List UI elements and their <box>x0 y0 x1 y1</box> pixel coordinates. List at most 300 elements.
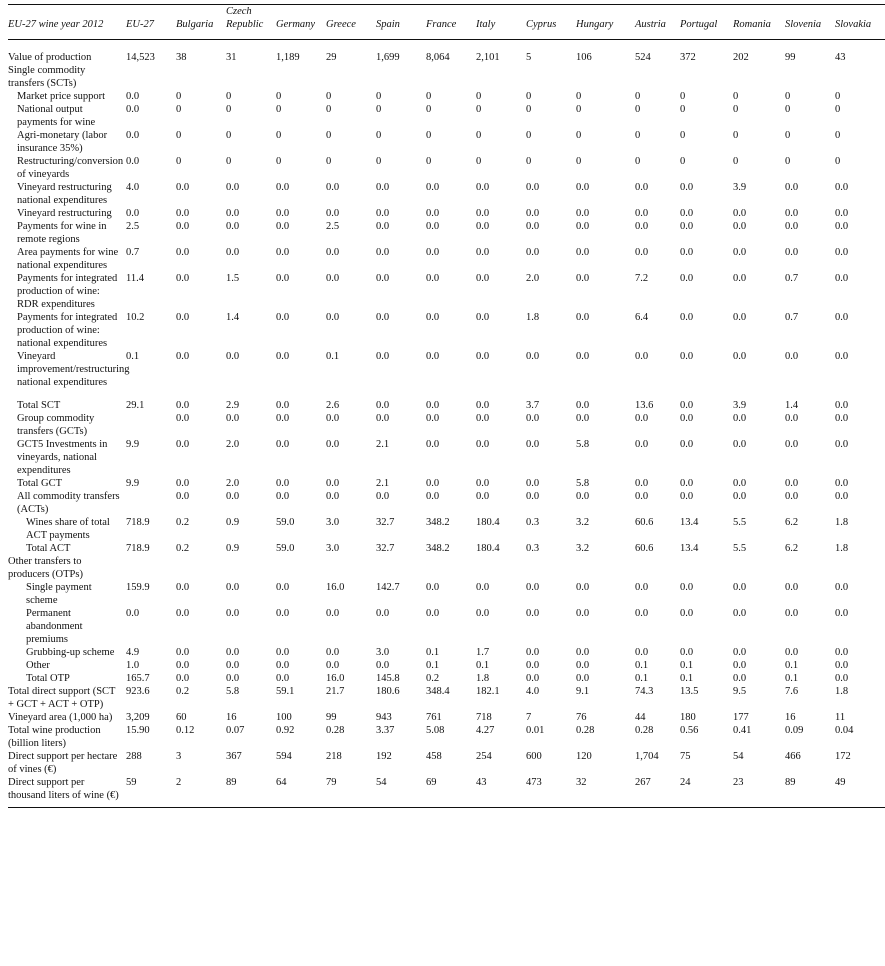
cell-france: 0.0 <box>426 312 440 323</box>
cell-portugal: 0.0 <box>680 351 694 362</box>
cell-eu-27 <box>126 490 176 516</box>
cell-cyprus <box>526 64 576 90</box>
cell-czech-republic: 0.9 <box>226 543 240 554</box>
row-label: Payments for integrated production of wine: RDR expenditures <box>17 273 118 310</box>
table-row <box>8 64 885 90</box>
cell-cyprus: 0.0 <box>526 660 540 671</box>
cell-greece: 0.0 <box>326 273 340 284</box>
cell-austria: 0.0 <box>635 439 649 450</box>
cell-czech-republic: 2.9 <box>226 400 240 411</box>
cell-portugal: 75 <box>680 751 691 762</box>
cell-portugal: 0.0 <box>680 439 694 450</box>
cell-greece: 2.5 <box>326 221 340 232</box>
cell-germany: 0.0 <box>276 647 290 658</box>
cell-spain: 0.0 <box>376 221 390 232</box>
cell-romania: 202 <box>733 52 749 63</box>
table-row <box>8 607 885 646</box>
cell-germany: 59.0 <box>276 517 295 528</box>
cell-bulgaria: 0.0 <box>176 208 190 219</box>
cell-slovakia: 0.0 <box>835 312 849 323</box>
header-slovenia: Slovenia <box>785 5 835 40</box>
cell-austria: 0.1 <box>635 673 649 684</box>
cell-hungary: 32 <box>576 776 635 808</box>
cell-slovakia: 0.0 <box>835 413 849 424</box>
cell-hungary: 0.0 <box>576 273 590 284</box>
table-row <box>8 516 885 542</box>
cell-bulgaria: 0.0 <box>176 247 190 258</box>
cell-slovakia: 0.0 <box>835 221 849 232</box>
cell-cyprus: 0 <box>526 130 532 141</box>
cell-hungary: 0.0 <box>576 182 590 193</box>
cell-portugal: 0.1 <box>680 660 694 671</box>
cell-romania: 0.0 <box>733 439 747 450</box>
cell-eu-27: 59 <box>126 776 176 808</box>
cell-france: 348.2 <box>426 517 450 528</box>
cell-hungary: 0.0 <box>576 247 590 258</box>
cell-france: 0.0 <box>426 439 440 450</box>
row-label: Vineyard restructuring national expenditures <box>17 182 112 206</box>
cell-spain: 1,699 <box>376 52 400 63</box>
cell-italy: 2,101 <box>476 52 500 63</box>
cell-slovenia: 1.4 <box>785 400 799 411</box>
cell-austria: 7.2 <box>635 273 649 284</box>
cell-romania: 0.0 <box>733 673 747 684</box>
cell-slovakia: 172 <box>835 751 851 762</box>
cell-austria: 0 <box>635 130 641 141</box>
cell-spain: 32.7 <box>376 517 395 528</box>
cell-austria: 524 <box>635 52 651 63</box>
cell-cyprus: 0.0 <box>526 491 540 502</box>
cell-spain: 0.0 <box>376 400 390 411</box>
table-row <box>8 724 885 750</box>
cell-germany <box>276 64 326 90</box>
cell-spain: 0.0 <box>376 351 390 362</box>
cell-slovakia: 0.0 <box>835 491 849 502</box>
cell-germany: 0.0 <box>276 660 290 671</box>
cell-portugal: 13.4 <box>680 517 699 528</box>
table-row <box>8 207 885 220</box>
cell-czech-republic <box>226 64 276 90</box>
cell-portugal <box>680 64 733 90</box>
cell-austria: 60.6 <box>635 517 654 528</box>
cell-hungary: 0.0 <box>576 660 590 671</box>
cell-germany: 0.0 <box>276 273 290 284</box>
cell-slovakia: 0 <box>835 91 841 102</box>
cell-france: 0.1 <box>426 647 440 658</box>
cell-spain: 0.0 <box>376 208 390 219</box>
cell-spain: 145.8 <box>376 673 400 684</box>
cell-spain: 0 <box>376 91 382 102</box>
cell-germany: 0.0 <box>276 582 290 593</box>
cell-greece: 0.0 <box>326 413 340 424</box>
cell-slovakia: 0.0 <box>835 247 849 258</box>
cell-italy: 1.7 <box>476 647 490 658</box>
row-label: Market price support <box>17 91 106 102</box>
cell-cyprus: 0.0 <box>526 182 540 193</box>
cell-france: 0.0 <box>426 608 440 619</box>
wine-support-table <box>8 4 885 808</box>
row-label: Group commodity transfers (GCTs) <box>17 413 95 437</box>
cell-cyprus: 0 <box>526 91 532 102</box>
cell-france: 0.0 <box>426 247 440 258</box>
cell-hungary: 120 <box>576 751 592 762</box>
header-greece: Greece <box>326 5 376 40</box>
cell-slovakia: 0.0 <box>835 182 849 193</box>
cell-portugal: 0 <box>680 91 686 102</box>
cell-greece: 3.0 <box>326 543 340 554</box>
cell-eu-27: 15.90 <box>126 725 150 736</box>
cell-slovakia <box>835 64 885 90</box>
cell-cyprus: 0.0 <box>526 608 540 619</box>
cell-slovakia: 11 <box>835 712 846 723</box>
cell-austria: 0 <box>635 91 641 102</box>
cell-france: 0.0 <box>426 491 440 502</box>
cell-romania: 177 <box>733 712 749 723</box>
cell-italy: 0.0 <box>476 491 490 502</box>
cell-portugal: 0.0 <box>680 413 694 424</box>
cell-bulgaria: 0 <box>176 130 182 141</box>
row-label: Direct support per hectare of vines (€) <box>8 751 118 775</box>
cell-austria: 0.0 <box>635 647 649 658</box>
cell-eu-27 <box>126 412 176 438</box>
table-row <box>8 246 885 272</box>
cell-romania: 0.0 <box>733 478 747 489</box>
cell-germany: 0 <box>276 91 282 102</box>
row-label: Value of production <box>8 52 92 63</box>
row-label: Vineyard improvement/restructuring national expenditures <box>17 351 130 388</box>
header-france: France <box>426 5 476 40</box>
cell-austria: 0.0 <box>635 182 649 193</box>
cell-czech-republic: 0.0 <box>226 673 240 684</box>
cell-slovenia: 0.0 <box>785 491 799 502</box>
cell-slovenia: 6.2 <box>785 543 799 554</box>
cell-france: 0 <box>426 156 432 167</box>
cell-france: 0.0 <box>426 400 440 411</box>
cell-greece: 0.1 <box>326 351 340 362</box>
cell-eu-27: 14,523 <box>126 52 155 63</box>
cell-spain: 0.0 <box>376 182 390 193</box>
cell-cyprus: 0.0 <box>526 413 540 424</box>
cell-romania: 0 <box>733 104 739 115</box>
cell-romania: 9.5 <box>733 686 747 697</box>
cell-bulgaria: 3 <box>176 751 182 762</box>
cell-greece: 0.0 <box>326 660 340 671</box>
cell-italy: 0.0 <box>476 182 490 193</box>
cell-eu-27: 0.1 <box>126 351 140 362</box>
header-hungary: Hungary <box>576 5 635 40</box>
cell-germany: 0.0 <box>276 351 290 362</box>
header-germany: Germany <box>276 5 326 40</box>
cell-portugal: 0.0 <box>680 478 694 489</box>
table-row <box>8 685 885 711</box>
cell-bulgaria: 0.0 <box>176 478 190 489</box>
cell-france: 761 <box>426 712 442 723</box>
cell-spain: 54 <box>376 776 426 808</box>
cell-portugal: 0.0 <box>680 182 694 193</box>
cell-bulgaria: 0.0 <box>176 182 190 193</box>
cell-germany <box>276 555 326 581</box>
cell-portugal: 0.0 <box>680 491 694 502</box>
cell-austria <box>635 555 680 581</box>
cell-germany: 0.0 <box>276 413 290 424</box>
cell-slovenia: 0.0 <box>785 351 799 362</box>
row-label: Vineyard restructuring <box>17 208 112 219</box>
cell-cyprus: 0.0 <box>526 351 540 362</box>
cell-cyprus: 0.0 <box>526 673 540 684</box>
table-row <box>8 581 885 607</box>
cell-austria: 0.0 <box>635 221 649 232</box>
cell-hungary: 0 <box>576 104 582 115</box>
cell-hungary: 3.2 <box>576 517 590 528</box>
cell-romania: 0 <box>733 91 739 102</box>
cell-romania: 3.9 <box>733 400 747 411</box>
cell-bulgaria: 0.12 <box>176 725 195 736</box>
cell-slovenia: 0.1 <box>785 660 799 671</box>
cell-austria: 0.0 <box>635 413 649 424</box>
cell-spain <box>376 64 426 90</box>
cell-cyprus: 0.0 <box>526 221 540 232</box>
cell-slovenia <box>785 64 835 90</box>
cell-austria: 1,704 <box>635 751 659 762</box>
cell-romania: 0.0 <box>733 208 747 219</box>
cell-spain: 32.7 <box>376 543 395 554</box>
cell-cyprus <box>526 555 576 581</box>
header-row <box>8 5 885 40</box>
cell-portugal: 0 <box>680 130 686 141</box>
cell-spain <box>376 555 426 581</box>
cell-romania: 54 <box>733 751 744 762</box>
cell-eu-27: 0.0 <box>126 608 140 619</box>
cell-greece: 2.6 <box>326 400 340 411</box>
cell-czech-republic: 0 <box>226 104 232 115</box>
cell-france: 348.2 <box>426 543 450 554</box>
cell-bulgaria: 38 <box>176 52 187 63</box>
header-spain: Spain <box>376 5 426 40</box>
cell-spain: 192 <box>376 751 392 762</box>
cell-austria: 44 <box>635 712 646 723</box>
cell-greece: 0.0 <box>326 608 340 619</box>
cell-czech-republic: 5.8 <box>226 686 240 697</box>
cell-slovakia: 1.8 <box>835 517 849 528</box>
cell-greece: 0.0 <box>326 647 340 658</box>
cell-austria: 267 <box>635 776 680 808</box>
cell-czech-republic: 0.9 <box>226 517 240 528</box>
cell-hungary: 0.0 <box>576 673 590 684</box>
cell-austria <box>635 64 680 90</box>
cell-romania: 0.0 <box>733 608 747 619</box>
cell-italy: 0.0 <box>476 247 490 258</box>
cell-spain: 3.37 <box>376 725 395 736</box>
cell-spain: 180.6 <box>376 686 400 697</box>
cell-romania: 0.41 <box>733 725 752 736</box>
cell-romania: 0.0 <box>733 660 747 671</box>
cell-italy: 0.0 <box>476 582 490 593</box>
cell-hungary: 3.2 <box>576 543 590 554</box>
cell-greece <box>326 555 376 581</box>
cell-hungary: 76 <box>576 712 587 723</box>
cell-italy: 718 <box>476 712 492 723</box>
cell-slovenia: 0.1 <box>785 673 799 684</box>
cell-bulgaria: 60 <box>176 712 187 723</box>
cell-portugal: 180 <box>680 712 696 723</box>
cell-cyprus: 1.8 <box>526 312 540 323</box>
header-bulgaria: Bulgaria <box>176 5 226 40</box>
cell-italy: 0.0 <box>476 221 490 232</box>
cell-eu-27: 165.7 <box>126 673 150 684</box>
cell-slovenia: 0.0 <box>785 478 799 489</box>
cell-france: 0.0 <box>426 351 440 362</box>
cell-hungary: 5.8 <box>576 478 590 489</box>
cell-czech-republic: 0.0 <box>226 413 240 424</box>
cell-eu-27: 718.9 <box>126 517 150 528</box>
cell-czech-republic: 0.0 <box>226 208 240 219</box>
cell-germany: 0 <box>276 130 282 141</box>
cell-romania: 0 <box>733 156 739 167</box>
cell-france <box>426 64 476 90</box>
row-label: Direct support per thousand liters of wine (€) <box>8 776 126 808</box>
cell-italy: 254 <box>476 751 492 762</box>
cell-cyprus: 0.3 <box>526 517 540 528</box>
cell-slovakia: 0.0 <box>835 351 849 362</box>
cell-germany: 0 <box>276 156 282 167</box>
cell-romania: 0 <box>733 130 739 141</box>
cell-germany: 0.0 <box>276 439 290 450</box>
cell-slovenia: 0.09 <box>785 725 804 736</box>
header-romania: Romania <box>733 5 785 40</box>
table-row <box>8 750 885 776</box>
cell-portugal: 0.1 <box>680 673 694 684</box>
cell-france: 0.0 <box>426 273 440 284</box>
cell-romania: 5.5 <box>733 543 747 554</box>
cell-france: 458 <box>426 751 442 762</box>
cell-hungary: 5.8 <box>576 439 590 450</box>
cell-portugal: 0.0 <box>680 273 694 284</box>
cell-romania: 0.0 <box>733 582 747 593</box>
cell-portugal: 0.0 <box>680 208 694 219</box>
cell-slovakia: 0.04 <box>835 725 854 736</box>
cell-eu-27: 0.0 <box>126 156 140 167</box>
cell-bulgaria: 0.0 <box>176 439 190 450</box>
cell-slovakia: 0.0 <box>835 647 849 658</box>
cell-france: 0 <box>426 91 432 102</box>
cell-france: 0.0 <box>426 221 440 232</box>
cell-slovakia <box>835 555 885 581</box>
cell-eu-27: 1.0 <box>126 660 140 671</box>
cell-italy: 0.0 <box>476 608 490 619</box>
row-label: Permanent abandonment premiums <box>26 608 83 645</box>
row-label: Other transfers to producers (OTPs) <box>8 556 83 580</box>
row-label: Area payments for wine national expenditures <box>17 247 119 271</box>
cell-slovenia: 0.0 <box>785 608 799 619</box>
row-label: Wines share of total ACT payments <box>26 517 110 541</box>
cell-spain: 0.0 <box>376 491 390 502</box>
cell-eu-27 <box>126 555 176 581</box>
cell-germany: 100 <box>276 712 292 723</box>
cell-greece: 0.28 <box>326 725 345 736</box>
cell-czech-republic: 89 <box>226 776 276 808</box>
cell-germany: 0.0 <box>276 208 290 219</box>
cell-greece: 3.0 <box>326 517 340 528</box>
cell-bulgaria: 0.0 <box>176 660 190 671</box>
cell-italy: 0.0 <box>476 413 490 424</box>
cell-cyprus: 0.0 <box>526 478 540 489</box>
cell-slovakia: 0 <box>835 104 841 115</box>
header-slovakia: Slovakia <box>835 5 885 40</box>
row-label: Single commodity transfers (SCTs) <box>8 65 86 89</box>
cell-italy: 0.0 <box>476 273 490 284</box>
cell-bulgaria: 0.0 <box>176 312 190 323</box>
cell-greece: 0.0 <box>326 312 340 323</box>
header-eu-27: EU-27 <box>126 5 176 40</box>
cell-italy: 43 <box>476 776 526 808</box>
cell-greece <box>326 64 376 90</box>
cell-slovakia: 1.8 <box>835 543 849 554</box>
table-body <box>8 40 885 808</box>
cell-slovenia: 89 <box>785 776 835 808</box>
cell-portugal: 0.0 <box>680 608 694 619</box>
cell-italy: 180.4 <box>476 517 500 528</box>
cell-portugal: 13.4 <box>680 543 699 554</box>
cell-bulgaria: 0.2 <box>176 517 190 528</box>
cell-romania: 3.9 <box>733 182 747 193</box>
cell-eu-27: 2.5 <box>126 221 140 232</box>
cell-italy: 0.0 <box>476 439 490 450</box>
cell-slovenia: 0.0 <box>785 221 799 232</box>
cell-romania: 0.0 <box>733 647 747 658</box>
cell-slovakia: 1.8 <box>835 686 849 697</box>
cell-portugal: 24 <box>680 776 733 808</box>
cell-italy: 0 <box>476 156 482 167</box>
cell-czech-republic: 367 <box>226 751 242 762</box>
cell-germany: 59.1 <box>276 686 295 697</box>
cell-slovakia: 0.0 <box>835 439 849 450</box>
cell-france: 0 <box>426 130 432 141</box>
table-row <box>8 555 885 581</box>
row-label: Total SCT <box>17 400 61 411</box>
cell-austria: 0.0 <box>635 247 649 258</box>
cell-spain: 0 <box>376 130 382 141</box>
cell-germany: 594 <box>276 751 292 762</box>
cell-slovakia: 0.0 <box>835 660 849 671</box>
cell-bulgaria: 0.0 <box>176 608 190 619</box>
cell-bulgaria: 0.2 <box>176 543 190 554</box>
cell-slovenia: 0.0 <box>785 208 799 219</box>
cell-spain: 0.0 <box>376 273 390 284</box>
cell-hungary: 0.28 <box>576 725 595 736</box>
cell-hungary: 0.0 <box>576 647 590 658</box>
cell-slovenia: 0.7 <box>785 312 799 323</box>
cell-germany: 0.0 <box>276 221 290 232</box>
cell-portugal: 0.0 <box>680 400 694 411</box>
table-row <box>8 103 885 129</box>
cell-hungary <box>576 64 635 90</box>
cell-cyprus: 2.0 <box>526 273 540 284</box>
cell-italy: 0 <box>476 91 482 102</box>
cell-cyprus: 0.0 <box>526 439 540 450</box>
cell-cyprus: 0 <box>526 104 532 115</box>
table-row <box>8 272 885 311</box>
cell-hungary: 0.0 <box>576 351 590 362</box>
cell-austria: 0.28 <box>635 725 654 736</box>
row-label: Total direct support (SCT + GCT + ACT + OTP) <box>8 686 116 710</box>
cell-slovakia: 0.0 <box>835 608 849 619</box>
cell-germany: 1,189 <box>276 52 300 63</box>
cell-germany: 0.0 <box>276 182 290 193</box>
cell-france: 5.08 <box>426 725 445 736</box>
header-portugal: Portugal <box>680 5 733 40</box>
table-row <box>8 40 885 65</box>
cell-slovakia: 0 <box>835 130 841 141</box>
